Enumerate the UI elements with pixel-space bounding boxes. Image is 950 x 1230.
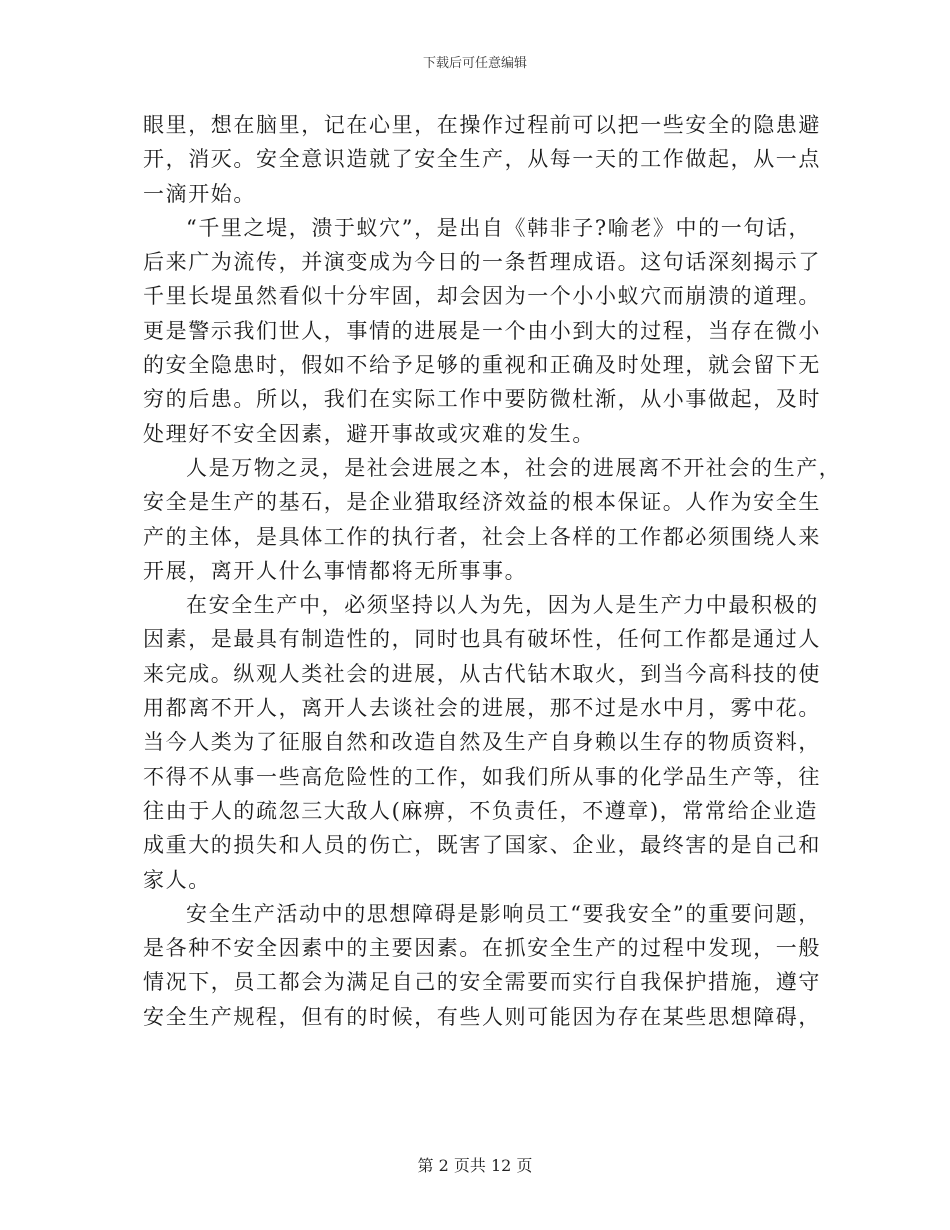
paragraph-2 (143, 211, 821, 451)
text-line: 当今人类为了征服自然和改造自然及生产自身赖以生存的物质资料， (143, 730, 821, 755)
text-line: 在安全生产中，必须坚持以人为先，因为人是生产力中最积极的 (186, 593, 819, 618)
paragraph-1 (143, 108, 821, 211)
text-line: 安全是生产的基石，是企业猎取经济效益的根本保证。人作为安全生 (143, 490, 821, 515)
text-line: 人是万物之灵，是社会进展之本，社会的进展离不开社会的生产， (186, 455, 842, 480)
text-line: 来完成。纵观人类社会的进展，从古代钻木取火，到当今高科技的使 (143, 661, 821, 686)
text-line: 开展，离开人什么事情都将无所事事。 (143, 558, 528, 583)
text-line: 穷的后患。所以，我们在实际工作中要防微杜渐，从小事做起，及时 (143, 387, 821, 412)
text-line: 情况下，员工都会为满足自己的安全需要而实行自我保护措施，遵守 (143, 970, 821, 995)
text-line: 成重大的损失和人员的伤亡，既害了国家、企业，最终害的是自己和 (143, 833, 821, 858)
text-line: “千里之堤，溃于蚁穴”，是出自《韩非子?喻老》中的一句话， (186, 215, 812, 240)
text-line: 一滴开始。 (143, 181, 256, 206)
paragraph-5 (143, 897, 821, 1034)
text-line: 安全生产活动中的思想障碍是影响员工“要我安全”的重要问题， (186, 901, 821, 926)
paragraph-3 (143, 451, 842, 588)
text-line: 是各种不安全因素中的主要因素。在抓安全生产的过程中发现，一般 (143, 936, 821, 961)
text-line: 安全生产规程，但有的时候，有些人则可能因为存在某些思想障碍， (143, 1004, 821, 1029)
text-line: 后来广为流传，并演变成为今日的一条哲理成语。这句话深刻揭示了 (143, 250, 821, 275)
text-line: 不得不从事一些高危险性的工作，如我们所从事的化学品生产等，往 (143, 764, 821, 789)
text-line: 眼里，想在脑里，记在心里，在操作过程前可以把一些安全的隐患避 (143, 113, 821, 137)
text-line: 开，消灭。安全意识造就了安全生产，从每一天的工作做起，从一点 (143, 147, 821, 172)
text-line: 千里长堤虽然看似十分牢固，却会因为一个小小蚁穴而崩溃的道理。 (143, 284, 821, 309)
page-number-footer: 第 2 页共 12 页 (417, 1156, 533, 1175)
text-line: 家人。 (143, 867, 211, 892)
text-line: 用都离不开人，离开人去谈社会的进展，那不过是水中月，雾中花。 (143, 696, 821, 721)
page-header: 下载后可任意编辑 (422, 56, 527, 71)
text-line: 处理好不安全因素，避开事故或灾难的发生。 (143, 421, 595, 446)
text-line: 的安全隐患时，假如不给予足够的重视和正确及时处理，就会留下无 (143, 353, 821, 378)
text-line: 更是警示我们世人，事情的进展是一个由小到大的过程，当存在微小 (143, 318, 821, 343)
text-line: 产的主体，是具体工作的执行者，社会上各样的工作都必须围绕人来 (143, 524, 821, 549)
text-line: 因素，是最具有制造性的，同时也具有破坏性，任何工作都是通过人 (143, 627, 821, 652)
text-line: 往由于人的疏忽三大敌人(麻痹，不负责任，不遵章)，常常给企业造 (143, 798, 818, 823)
document-body (143, 108, 842, 1034)
paragraph-4 (143, 588, 821, 897)
